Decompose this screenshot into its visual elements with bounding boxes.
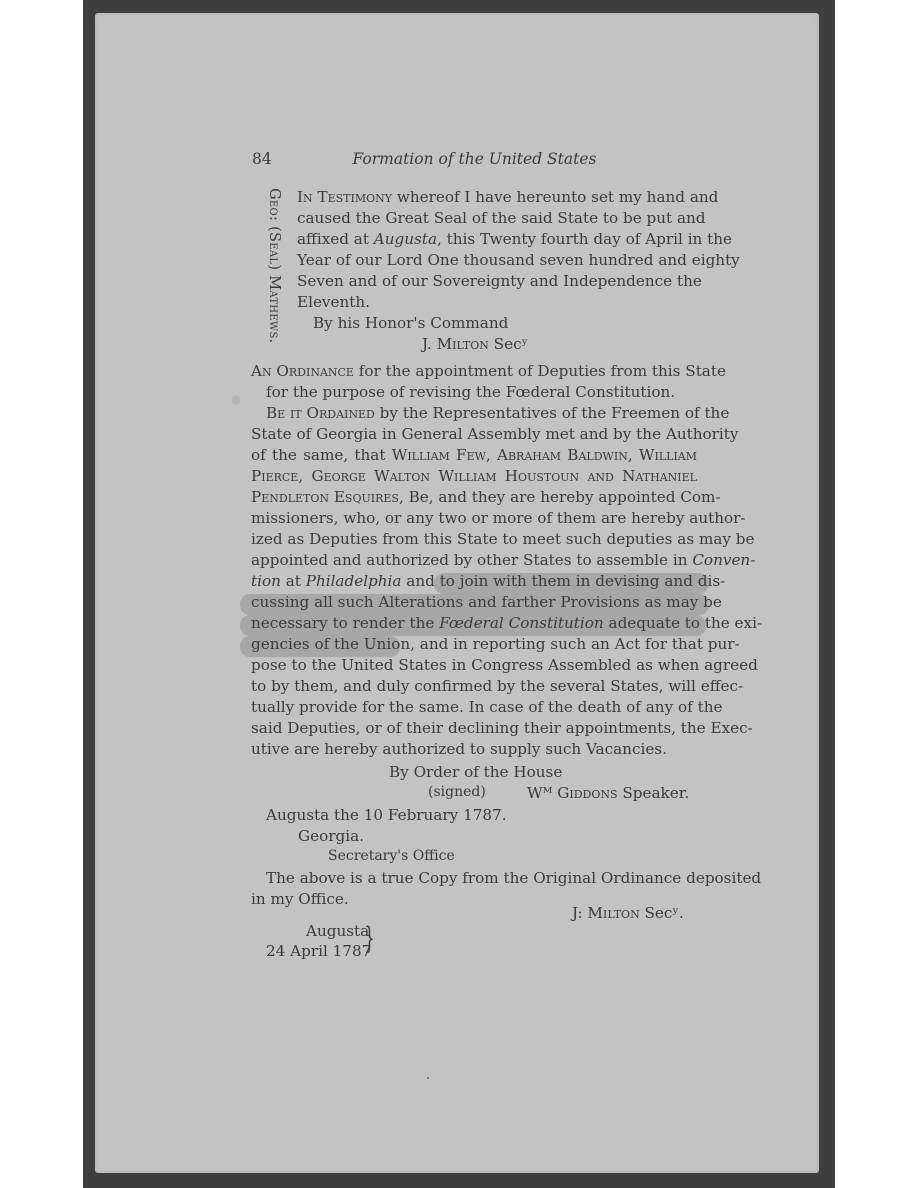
paper-dot xyxy=(427,1077,429,1079)
seal-marginal-note: Geo: (Seal) Mathews. xyxy=(266,188,282,344)
certification-line: in my Office. xyxy=(251,890,349,908)
ordinance-body-line: said Deputies, or of their declining their appointments, the Exec- xyxy=(251,719,753,737)
georgia-line: Georgia. xyxy=(298,827,364,845)
ordinance-body-line: State of Georgia in General Assembly met and by the Authority xyxy=(251,425,739,443)
command-line: By his Honor's Command xyxy=(313,314,509,332)
ordinance-title-line-2: for the purpose of revising the Fœderal Constitution. xyxy=(266,383,676,401)
place-line: Augusta xyxy=(306,922,370,940)
ordinance-title: An Ordinance for the appointment of Deputies from this State xyxy=(251,362,726,380)
certifier-signature: J: Milton Secʸ. xyxy=(572,904,684,922)
testimony-line: caused the Great Seal of the said State to be put and xyxy=(297,209,706,227)
brace-symbol: } xyxy=(364,921,375,956)
ordinance-body-line: necessary to render the Fœderal Constitution adequate to the exi- xyxy=(251,614,763,632)
ordinance-body-line: gencies of the Union, and in reporting such an Act for that pur- xyxy=(251,635,740,653)
ordinance-body-line: utive are hereby authorized to supply such Vacancies. xyxy=(251,740,667,758)
signed-label: (signed) xyxy=(428,784,486,800)
ordinance-body-line: of the same, that William Few, Abraham Baldwin, William xyxy=(251,446,697,464)
paper-speck xyxy=(232,395,240,405)
ordinance-body-line: tion at Philadelphia and to join with them in devising and dis- xyxy=(251,572,726,590)
ordinance-body-line: appointed and authorized by other States to assemble in Conven- xyxy=(251,551,756,569)
testimony-line: affixed at Augusta, this Twenty fourth day of April in the xyxy=(297,230,733,248)
date-line: Augusta the 10 February 1787. xyxy=(266,806,507,824)
ordinance-body-line: Be it Ordained by the Representatives of the Freemen of the xyxy=(266,404,730,422)
ordinance-body-line: ized as Deputies from this State to meet such deputies as may be xyxy=(251,530,755,548)
ordinance-body-line: pose to the United States in Congress Assembled as when agreed xyxy=(251,656,758,674)
ordinance-body-line: cussing all such Alterations and farther Provisions as may be xyxy=(251,593,722,611)
testimony-line: Seven and of our Sovereignty and Independence the xyxy=(297,272,702,290)
ordinance-body-line: tually provide for the same. In case of the death of any of the xyxy=(251,698,723,716)
place-date-line: 24 April 1787 xyxy=(266,942,372,960)
ordinance-body-line: to by them, and duly confirmed by the several States, will effec- xyxy=(251,677,744,695)
certification-line: The above is a true Copy from the Original Ordinance deposited xyxy=(266,869,762,887)
testimony-line: In Testimony whereof I have hereunto set my hand and xyxy=(297,188,719,206)
running-title: Formation of the United States xyxy=(352,150,597,168)
office-line: Secretary's Office xyxy=(328,848,455,864)
testimony-line: Year of our Lord One thousand seven hundred and eighty xyxy=(297,251,740,269)
testimony-line: Eleventh. xyxy=(297,293,370,311)
ordinance-body-line: Pierce, George Walton William Houstoun and Nathaniel xyxy=(251,467,697,485)
running-head xyxy=(252,150,697,174)
ordinance-body-line: missioners, who, or any two or more of them are hereby author- xyxy=(251,509,746,527)
by-order-line: By Order of the House xyxy=(389,763,563,781)
testimony-signature: J. Milton Secʸ xyxy=(422,335,529,353)
ordinance-body-line: Pendleton Esquires, Be, and they are hereby appointed Com- xyxy=(251,488,721,506)
speaker-signature: Wᴹ Giddons Speaker. xyxy=(527,784,690,802)
page-number: 84 xyxy=(252,150,272,168)
